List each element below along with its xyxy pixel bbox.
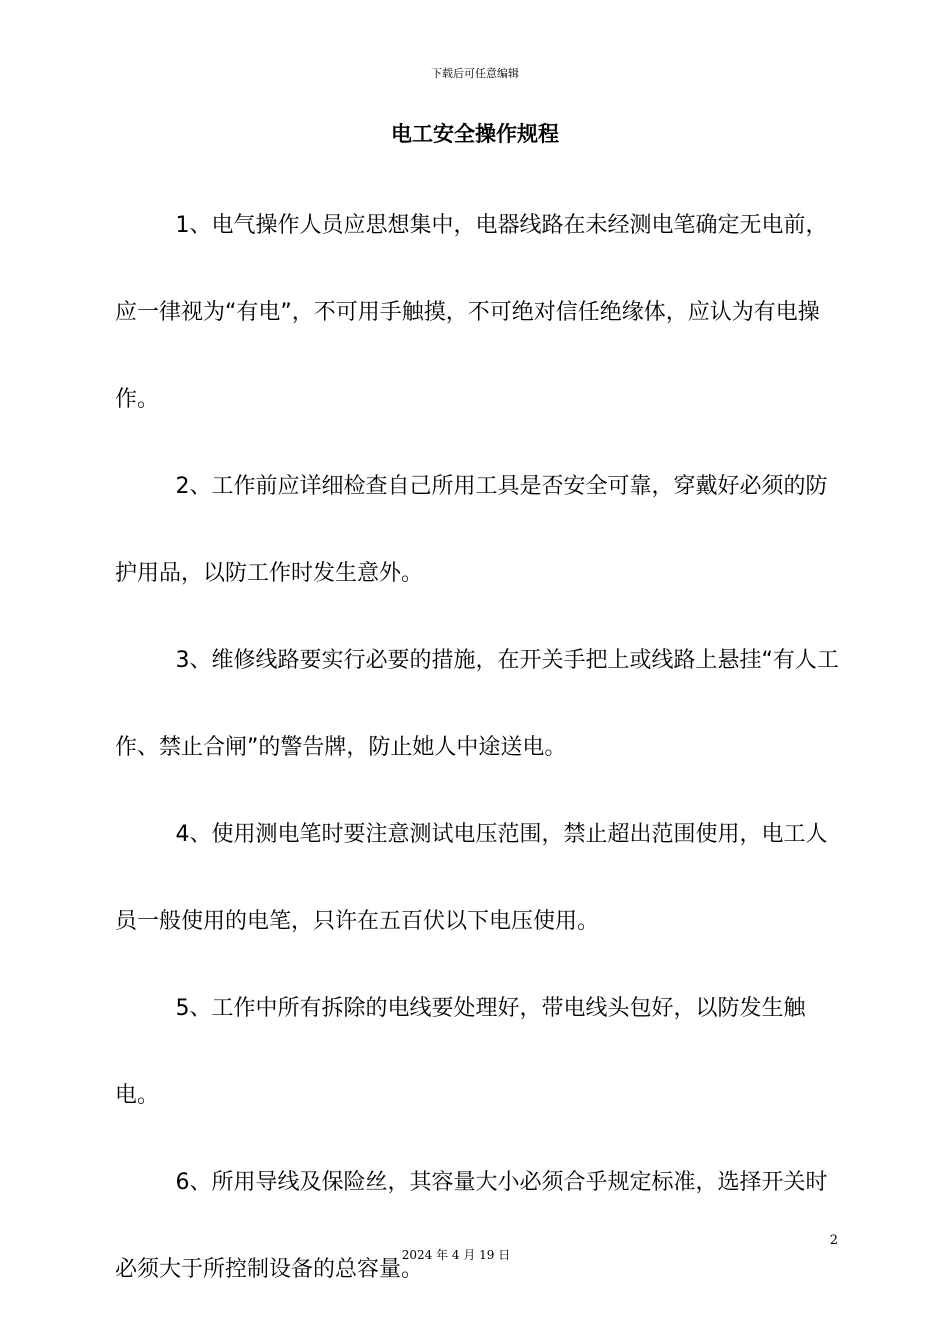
paragraph-1: 1、电气操作人员应思想集中，电器线路在未经测电笔确定无电前，应一律视为“有电”，不可用手触摸，不可绝对信任绝缘体，应认为有电操作。 xyxy=(115,213,828,412)
paragraph-4: 4、使用测电笔时要注意测试电压范围，禁止超出范围使用，电工人员一般使用的电笔，只许在五百伏以下电压使用。 xyxy=(115,822,828,934)
page-number: 2 xyxy=(829,1233,838,1248)
document-body xyxy=(115,182,840,1313)
paragraph-2: 2、工作前应详细检查自己所用工具是否安全可靠，穿戴好必须的防护用品，以防工作时发生意外。 xyxy=(115,474,828,586)
footer-date: 2024 年 4 月 19 日 xyxy=(401,1248,511,1262)
paragraph-5: 5、工作中所有拆除的电线要处理好，带电线头包好，以防发生触电。 xyxy=(115,996,806,1108)
paragraph-3: 3、维修线路要实行必要的措施，在开关手把上或线路上悬挂“有人工作、禁止合闸”的警告牌，防止她人中途送电。 xyxy=(115,648,839,760)
document-title: 电工安全操作规程 xyxy=(391,122,559,146)
paragraph-6: 6、所用导线及保险丝，其容量大小必须合乎规定标准，选择开关时必须大于所控制设备的总容量。 xyxy=(115,1170,828,1282)
header-note: 下载后可任意编辑 xyxy=(431,67,519,80)
